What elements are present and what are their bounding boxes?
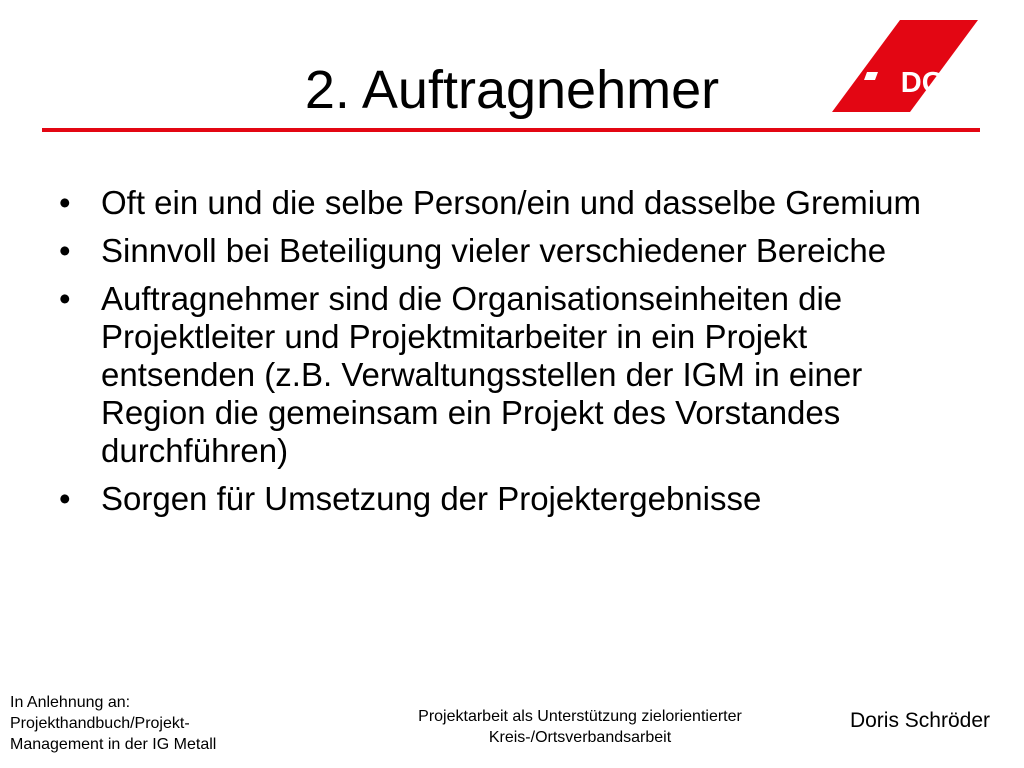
bullet-symbol: • <box>59 480 71 517</box>
bullet-list <box>56 184 956 528</box>
footer-title-line: Kreis-/Ortsverbandsarbeit <box>488 729 672 746</box>
bullet-text: Sinnvoll bei Beteiligung vieler verschiedener Bereiche <box>101 232 887 269</box>
footer-source-line: Projekthandbuch/Projekt- <box>10 715 190 732</box>
footer-source-line: In Anlehnung an: <box>10 694 131 711</box>
bullet-text: Oft ein und die selbe Person/ein und dasselbe Gremium <box>101 184 921 221</box>
bullet-symbol: • <box>59 232 71 269</box>
footer-presentation-title <box>360 706 800 748</box>
dgb-logo-icon <box>832 20 978 112</box>
footer-title-line: Projektarbeit als Unterstützung zielorientierter <box>418 708 742 725</box>
bullet-symbol: • <box>59 184 71 221</box>
footer-source-note <box>10 692 310 755</box>
dgb-logo-text: DGB <box>900 67 966 99</box>
dgb-logo <box>832 20 978 112</box>
bullet-item <box>56 280 956 470</box>
bullet-text: Auftragnehmer sind die Organisationseinheiten die Projektleiter und Projektmitarbeiter in ein Projekt entsenden (z.B. Verwaltungsstellen der IGM in einer Region die gemeinsam ein Projekt des Vorstandes durchführen) <box>101 280 863 469</box>
bullet-item <box>56 480 956 518</box>
title-divider <box>42 128 980 132</box>
bullet-symbol: • <box>59 280 71 317</box>
slide-title: 2. Auftragnehmer <box>304 60 720 120</box>
bullet-item <box>56 184 956 222</box>
footer-author: Doris Schröder <box>849 709 990 732</box>
bullet-text: Sorgen für Umsetzung der Projektergebnisse <box>101 480 762 517</box>
bullet-item <box>56 232 956 270</box>
footer-source-line: Management in der IG Metall <box>10 736 217 753</box>
